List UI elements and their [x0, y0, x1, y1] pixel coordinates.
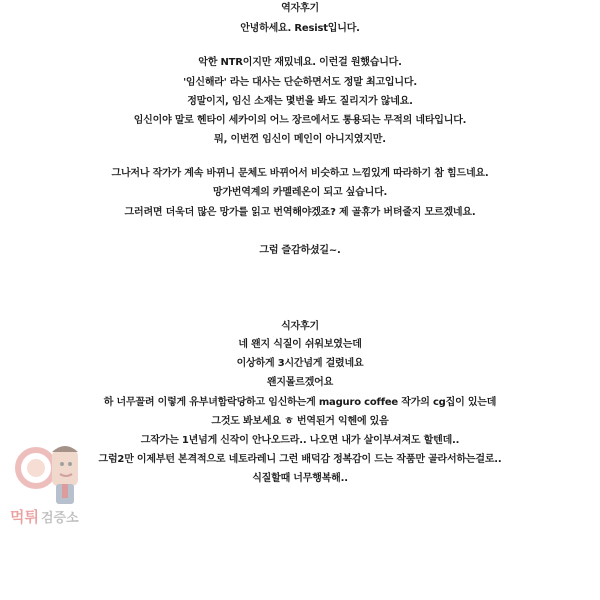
- watermark-text: [10, 506, 79, 527]
- watermark-logo: [4, 440, 154, 530]
- typesetter-line: 네 왠지 식질이 쉬워보였는데: [238, 339, 362, 350]
- translator-line: 정말이지, 임신 소재는 몇번을 봐도 질리지가 않네요.: [187, 96, 413, 107]
- translator-line: 그러려면 더욱더 많은 망가를 읽고 번역해야겠죠? 제 골휴가 버텨줄지 모르겠네요.: [124, 207, 476, 218]
- typesetter-line: 하 너무꼴려 이렇게 유부녀함락당하고 임신하는게 maguro coffee 작가의 cg집이 있는데: [103, 397, 497, 408]
- watermark-suffix: 검증소: [40, 511, 79, 526]
- translator-line: 뭐, 이번껀 임신이 메인이 아니지였지만.: [214, 134, 386, 145]
- typesetter-line: 왠지몰르겠어요: [266, 377, 334, 388]
- translator-line: 그럼 즐감하셨길~.: [259, 245, 341, 256]
- typesetter-line: 식질할때 너무행복해..: [252, 473, 348, 484]
- translator-line: 악한 NTR이지만 재밌네요. 이런걸 원했습니다.: [198, 57, 402, 68]
- translator-line: '임신해라' 라는 대사는 단순하면서도 정말 최고입니다.: [183, 77, 417, 88]
- typesetter-line: 이상하게 3시간넘게 걸렸네요: [236, 358, 364, 369]
- typesetter-heading: 식자후기: [281, 321, 319, 332]
- watermark-brand: 먹튀: [10, 508, 39, 526]
- translator-line: 임신이야 말로 헨타이 세카이의 어느 장르에서도 통용되는 무적의 네타입니다.: [133, 115, 467, 126]
- typesetter-line: 그것도 봐보세요 ㅎ 번역된거 익헨에 있음: [211, 416, 389, 427]
- typesetter-line: 그작가는 1년넘게 신작이 안나오드라.. 나오면 내가 살이부셔져도 할텐데..: [140, 435, 460, 446]
- translator-heading: 역자후기: [281, 3, 319, 14]
- translator-line: 안녕하세요. Resist입니다.: [240, 23, 360, 34]
- translator-line: 그나저나 작가가 계속 바뀌니 문체도 바뀌어서 비슷하고 느낌있게 따라하기 참 힘드네요.: [111, 168, 489, 179]
- typesetter-line: 그럼2만 이제부턴 본격적으로 네토라레니 그런 배덕감 정복감이 드는 작품만 골라서하는걸로..: [98, 454, 502, 465]
- cartoon-mascot-icon: [12, 440, 82, 506]
- translator-line: 망가번역계의 카멜레온이 되고 싶습니다.: [212, 187, 388, 198]
